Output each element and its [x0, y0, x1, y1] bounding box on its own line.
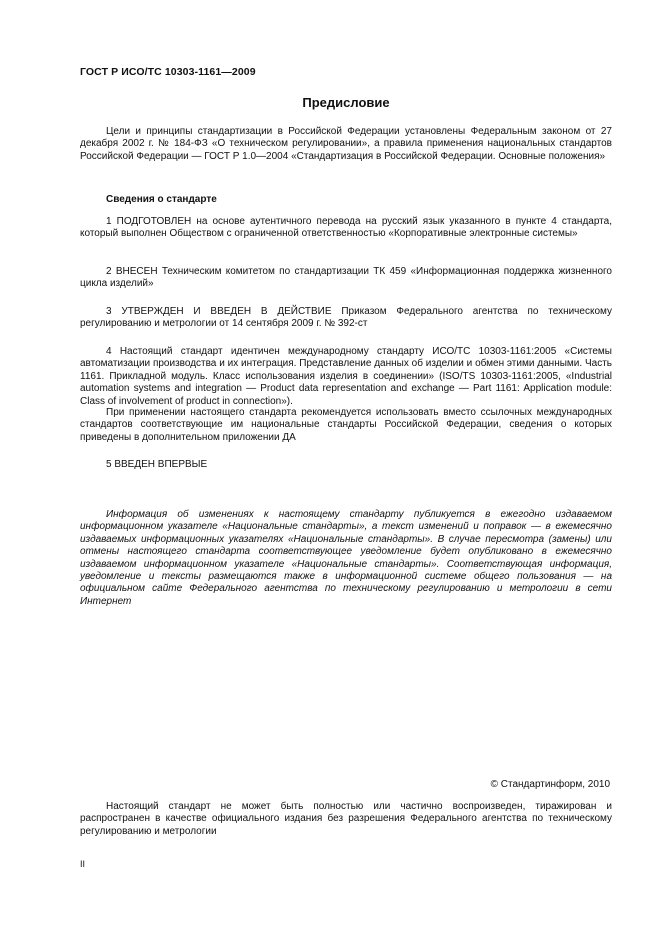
copyright: © Стандартинформ, 2010 — [490, 779, 610, 790]
page-title: Предисловие — [302, 95, 390, 110]
reproduction-notice: Настоящий стандарт не может быть полностью или частично воспроизведен, тиражирован и распространен в качестве официального издания без разрешения Федерального агентства по техническому регулированию и метрологии — [80, 801, 612, 837]
intro-paragraph: Цели и принципы стандартизации в Российской Федерации установлены Федеральным законом от 27 декабря 2002 г. № 184-ФЗ «О техническом регулировании», а правила применения национальных стандартов Российской Федерации — ГОСТ Р 1.0—2004 «Стандартизация в Российской Федерации. Основные положения» — [80, 126, 612, 162]
document-header: ГОСТ Р ИСО/ТС 10303-1161—2009 — [80, 66, 256, 78]
item-5: 5 ВВЕДЕН ВПЕРВЫЕ — [106, 459, 208, 470]
item-4-note: При применении настоящего стандарта рекомендуется использовать вместо ссылочных международных стандартов соответствующие им национальные стандарты Российской Федерации, сведения о которых приведены в дополнительном приложении ДА — [80, 407, 612, 443]
item-4: 4 Настоящий стандарт идентичен международному стандарту ИСО/ТС 10303-1161:2005 «Системы автоматизации производства и их интеграция. Представление данных об изделии и обмен этими данными. Часть 1161. Прикладной модуль. Класс использования изделия в соединении» (ISO/TS 10303-1161:2005, «Industrial automation systems and integration — Product data representation and exchange — Part 1161: Application module: Class of involvement of product in connection»). — [80, 346, 612, 407]
item-1: 1 ПОДГОТОВЛЕН на основе аутентичного перевода на русский язык указанного в пункте 4 стандарта, который выполнен Обществом с ограниченной ответственностью «Корпоративные электронные системы» — [80, 216, 612, 240]
page-number: II — [80, 859, 86, 869]
section-subheading: Сведения о стандарте — [106, 194, 217, 205]
info-paragraph: Информация об изменениях к настоящему стандарту публикуется в ежегодно издаваемом информационном указателе «Национальные стандарты», а текст изменений и поправок — в ежемесячно издаваемых информационных указателях «Национальные стандарты». В случае пересмотра (замены) или отмены настоящего стандарта соответствующее уведомление будет опубликовано в ежемесячно издаваемом информационном указателе «Национальные стандарты». Соответствующая информация, уведомление и тексты размещаются также в информационной системе общего пользования — на официальном сайте Федерального агентства по техническому регулированию и метрологии в сети Интернет — [80, 509, 612, 607]
item-3: 3 УТВЕРЖДЕН И ВВЕДЕН В ДЕЙСТВИЕ Приказом Федерального агентства по техническому регулированию и метрологии от 14 сентября 2009 г. № 392-ст — [80, 306, 612, 330]
item-2: 2 ВНЕСЕН Техническим комитетом по стандартизации ТК 459 «Информационная поддержка жизненного цикла изделий» — [80, 266, 612, 290]
